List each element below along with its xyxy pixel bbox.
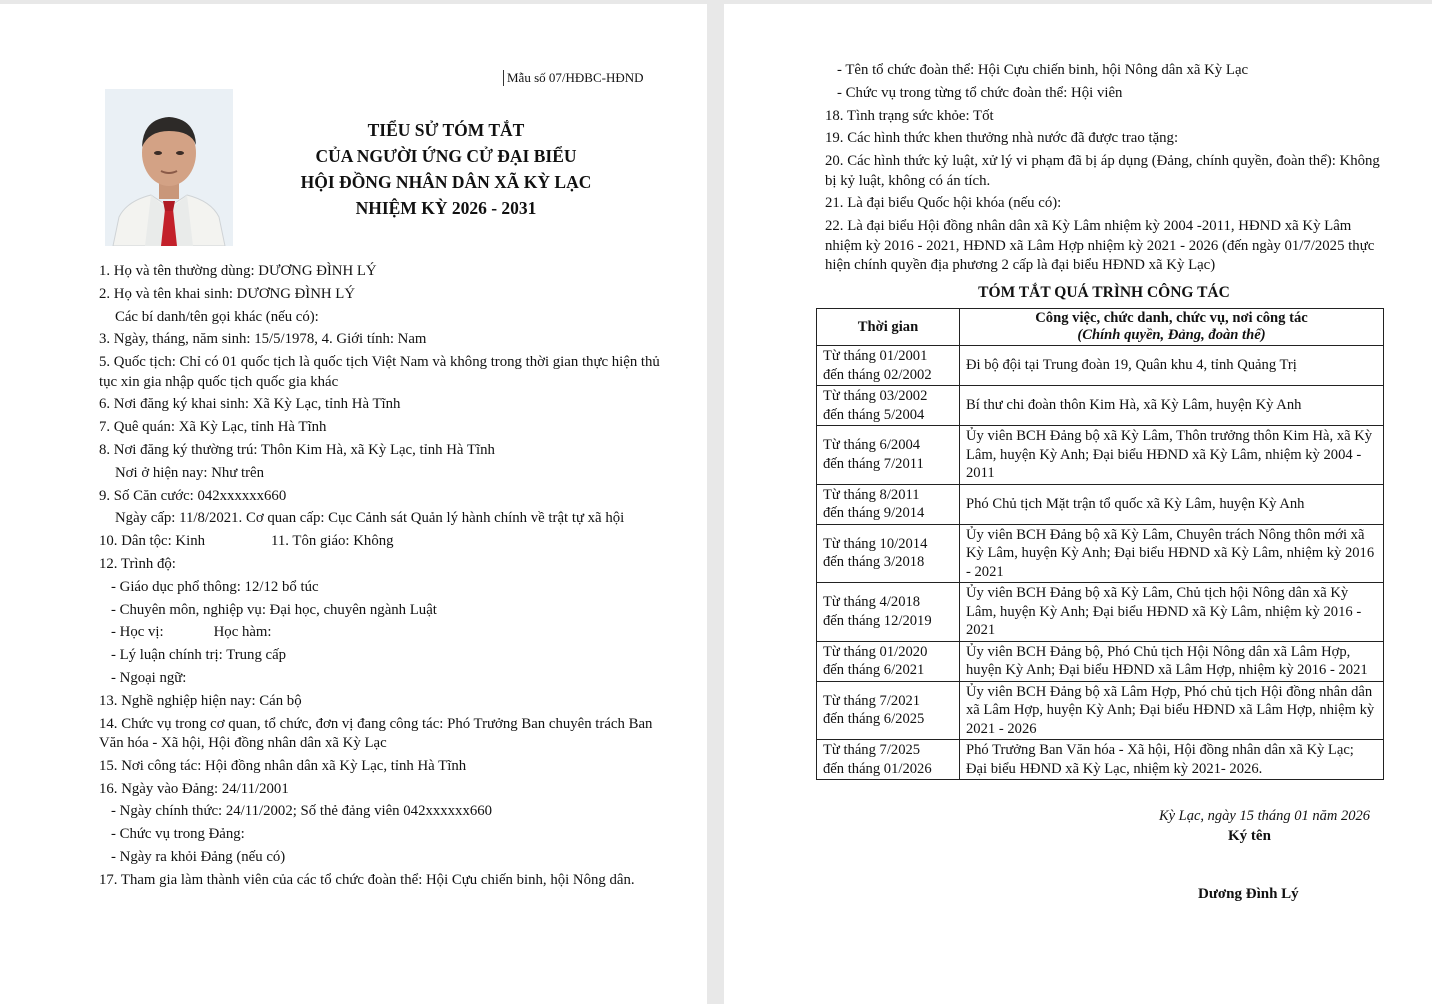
- row-time-from: Từ tháng 6/2004: [823, 437, 921, 454]
- row-time-to: đến tháng 12/2019: [823, 612, 932, 629]
- row-work: Ủy viên BCH Đảng bộ xã Kỳ Lâm, Thôn trưởng thôn Kim Hà, xã Kỳ Lâm, huyện Kỳ Anh; Đại biểu HĐND xã Kỳ Lâm, nhiệm kỳ 2004 - 2011: [960, 426, 1384, 485]
- portrait-photo: [105, 89, 233, 246]
- field-education: 12. Trình độ:: [99, 555, 176, 572]
- row-time-from: Từ tháng 4/2018: [823, 594, 921, 611]
- table-row: [817, 641, 1384, 681]
- table-header-row: [817, 309, 1384, 346]
- field-academic-title: Học hàm:: [213, 624, 272, 641]
- field-political-theory: - Lý luận chính trị: Trung cấp: [111, 647, 287, 664]
- field-general-education: - Giáo dục phổ thông: 12/12 bổ túc: [111, 578, 319, 595]
- table-row: [817, 386, 1384, 426]
- table-row: [817, 346, 1384, 386]
- field-common-name: 1. Họ và tên thường dùng: DƯƠNG ĐÌNH LÝ: [99, 263, 377, 279]
- row-time-from: Từ tháng 01/2001: [823, 348, 928, 364]
- row-time: [817, 484, 960, 524]
- work-history-table: [816, 308, 1384, 780]
- field-organization-roles: - Chức vụ trong từng tổ chức đoàn thể: Hội viên: [837, 84, 1123, 101]
- portrait-illustration: [105, 89, 233, 246]
- row-time-from: Từ tháng 10/2014: [823, 535, 928, 552]
- row-time-to: đến tháng 6/2025: [823, 711, 925, 728]
- row-work: Ủy viên BCH Đảng bộ xã Kỳ Lâm, Chuyên trách Nông thôn mới xã Kỳ Lâm, huyện Kỳ Anh; Đại biểu HĐND xã Kỳ Lâm, nhiệm kỳ 2016 - 2021: [960, 524, 1384, 583]
- title-line-2: CỦA NGƯỜI ỨNG CỬ ĐẠI BIỂU: [315, 146, 577, 166]
- row-time: [817, 583, 960, 642]
- row-time-from: Từ tháng 03/2002: [823, 388, 928, 404]
- row-work: Bí thư chi đoàn thôn Kim Hà, xã Kỳ Lâm, huyện Kỳ Anh: [960, 386, 1384, 426]
- field-occupation: 13. Nghề nghiệp hiện nay: Cán bộ: [99, 692, 302, 709]
- field-ethnicity: 10. Dân tộc: Kinh: [99, 533, 206, 550]
- row-time-from: Từ tháng 01/2020: [823, 643, 928, 660]
- signature-date: Kỳ Lạc, ngày 15 tháng 01 năm 2026: [1158, 808, 1370, 824]
- field-degree-title: [99, 623, 664, 642]
- row-time: [817, 386, 960, 426]
- table-row: [817, 484, 1384, 524]
- field-party-join-date: 16. Ngày vào Đảng: 24/11/2001: [99, 780, 289, 797]
- row-time-to: đến tháng 7/2011: [823, 455, 924, 472]
- header-time: Thời gian: [817, 309, 960, 346]
- field-organizations: 17. Tham gia làm thành viên của các tổ chức đoàn thể: Hội Cựu chiến binh, hội Nông dân.: [99, 871, 635, 888]
- document-title: [240, 117, 652, 221]
- row-time: [817, 426, 960, 485]
- row-time: [817, 641, 960, 681]
- table-row: [817, 740, 1384, 780]
- document-page-right: [724, 4, 1432, 1004]
- field-ethnicity-religion: [99, 532, 664, 551]
- field-party-official: - Ngày chính thức: 24/11/2002; Số thẻ đảng viên 042xxxxxx660: [111, 803, 493, 820]
- field-specialty: - Chuyên môn, nghiệp vụ: Đại học, chuyên ngành Luật: [111, 601, 437, 618]
- field-organization-names: - Tên tổ chức đoàn thể: Hội Cựu chiến binh, hội Nông dân xã Kỳ Lạc: [837, 62, 1249, 78]
- row-time: [817, 740, 960, 780]
- field-workplace: 15. Nơi công tác: Hội đồng nhân dân xã Kỳ Lạc, tỉnh Hà Tĩnh: [99, 757, 467, 774]
- field-party-position: - Chức vụ trong Đảng:: [111, 826, 245, 843]
- field-hometown: 7. Quê quán: Xã Kỳ Lạc, tỉnh Hà Tĩnh: [99, 419, 327, 436]
- field-foreign-language: - Ngoại ngữ:: [111, 669, 187, 686]
- field-aliases: Các bí danh/tên gọi khác (nếu có):: [115, 308, 319, 325]
- title-line-3: HỘI ĐỒNG NHÂN DÂN XÃ KỲ LẠC: [300, 172, 592, 192]
- header-work-sub: (Chính quyền, Đảng, đoàn thể): [1077, 327, 1266, 343]
- row-work: Đi bộ đội tại Trung đoàn 19, Quân khu 4, tỉnh Quảng Trị: [960, 346, 1384, 386]
- title-line-4: NHIỆM KỲ 2026 - 2031: [355, 198, 537, 218]
- field-council-history: 22. Là đại biểu Hội đồng nhân dân xã Kỳ Lâm nhiệm kỳ 2004 -2011, HĐND xã Kỳ Lâm nhiệm kỳ 2016 - 2021, HĐND xã Lâm Hợp nhiệm kỳ 2021 - 2026 (đến ngày 01/7/2025 thực hiện chính quyền địa phương 2 cấp là đại biểu HĐND xã Kỳ Lạc): [825, 218, 1375, 273]
- field-nationality: 5. Quốc tịch: Chỉ có 01 quốc tịch là quốc tịch Việt Nam và không trong thời gian thực hiện thủ tục xin gia nhập quốc tịch quốc gia khác: [99, 354, 660, 390]
- header-work-main: Công việc, chức danh, chức vụ, nơi công tác: [1035, 310, 1308, 326]
- field-national-assembly: 21. Là đại biểu Quốc hội khóa (nếu có):: [825, 195, 1062, 212]
- signature-label: Ký tên: [1228, 828, 1271, 844]
- row-time-to: đến tháng 01/2026: [823, 760, 932, 777]
- form-code: Mẫu số 07/HĐBC-HĐND: [503, 70, 644, 86]
- biography-fields: [99, 262, 664, 890]
- row-time: [817, 346, 960, 386]
- row-time-from: Từ tháng 8/2011: [823, 486, 920, 503]
- signature-name: Dương Đình Lý: [1198, 886, 1299, 902]
- row-time: [817, 524, 960, 583]
- field-id-issue: Ngày cấp: 11/8/2021. Cơ quan cấp: Cục Cảnh sát Quản lý hành chính về trật tự xã hội: [115, 510, 625, 527]
- row-work: Ủy viên BCH Đảng bộ xã Kỳ Lâm, Chủ tịch hội Nông dân xã Kỳ Lâm, huyện Kỳ Anh; Đại biểu HĐND xã Kỳ Lâm, nhiệm kỳ 2016 - 2021: [960, 583, 1384, 642]
- document-page-left: [0, 4, 707, 1004]
- row-time-to: đến tháng 02/2002: [823, 366, 932, 383]
- field-permanent-residence: 8. Nơi đăng ký thường trú: Thôn Kim Hà, xã Kỳ Lạc, tỉnh Hà Tĩnh: [99, 441, 495, 458]
- field-dob-gender: 3. Ngày, tháng, năm sinh: 15/5/1978, 4. Giới tính: Nam: [99, 331, 427, 348]
- field-discipline: 20. Các hình thức kỷ luật, xử lý vi phạm đã bị áp dụng (Đảng, chính quyền, đoàn thể): Không bị kỷ luật, không có án tích.: [825, 153, 1380, 189]
- row-work: Ủy viên BCH Đảng bộ xã Lâm Hợp, Phó chủ tịch Hội đồng nhân dân xã Lâm Hợp, huyện Kỳ Anh; Đại biểu HĐND xã Lâm Hợp, nhiệm kỳ 2021 - 2026: [960, 681, 1384, 740]
- row-time-to: đến tháng 9/2014: [823, 505, 925, 521]
- field-birth-registration: 6. Nơi đăng ký khai sinh: Xã Kỳ Lạc, tỉnh Hà Tĩnh: [99, 396, 401, 413]
- table-row: [817, 524, 1384, 583]
- field-current-residence: Nơi ở hiện nay: Như trên: [115, 464, 265, 481]
- field-id-number: 9. Số Căn cước: 042xxxxxx660: [99, 487, 287, 504]
- row-time-to: đến tháng 6/2021: [823, 662, 925, 678]
- row-time-to: đến tháng 5/2004: [823, 406, 925, 423]
- field-degree: - Học vị:: [111, 624, 164, 641]
- work-history-title: TÓM TẮT QUÁ TRÌNH CÔNG TÁC: [978, 284, 1230, 301]
- header-work: [960, 309, 1384, 346]
- row-work: Ủy viên BCH Đảng bộ, Phó Chủ tịch Hội Nông dân xã Lâm Hợp, huyện Kỳ Anh; Đại biểu HĐND xã Lâm Hợp, nhiệm kỳ 2016 - 2021: [960, 641, 1384, 681]
- field-birth-name: 2. Họ và tên khai sinh: DƯƠNG ĐÌNH LÝ: [99, 285, 356, 302]
- table-row: [817, 583, 1384, 642]
- field-awards: 19. Các hình thức khen thưởng nhà nước đã được trao tặng:: [825, 130, 1179, 147]
- table-row: [817, 426, 1384, 485]
- biography-fields-continued: [825, 61, 1390, 275]
- field-party-exit: - Ngày ra khỏi Đảng (nếu có): [111, 848, 286, 865]
- row-work: Phó Trưởng Ban Văn hóa - Xã hội, Hội đồng nhân dân xã Kỳ Lạc; Đại biểu HĐND xã Kỳ Lạc, nhiệm kỳ 2021- 2026.: [960, 740, 1384, 780]
- title-line-1: TIỂU SỬ TÓM TẮT: [367, 120, 525, 140]
- table-row: [817, 681, 1384, 740]
- row-time-from: Từ tháng 7/2025: [823, 742, 921, 758]
- row-time-to: đến tháng 3/2018: [823, 554, 925, 571]
- row-time-from: Từ tháng 7/2021: [823, 692, 921, 709]
- field-health: 18. Tình trạng sức khỏe: Tốt: [825, 107, 994, 124]
- field-religion: 11. Tôn giáo: Không: [271, 533, 394, 550]
- row-time: [817, 681, 960, 740]
- row-work: Phó Chủ tịch Mặt trận tổ quốc xã Kỳ Lâm, huyện Kỳ Anh: [960, 484, 1384, 524]
- field-position: 14. Chức vụ trong cơ quan, tổ chức, đơn vị đang công tác: Phó Trưởng Ban chuyên trách Ban Văn hóa - Xã hội, Hội đồng nhân dân xã Kỳ Lạc: [99, 715, 653, 751]
- work-history-rows: [817, 346, 1384, 780]
